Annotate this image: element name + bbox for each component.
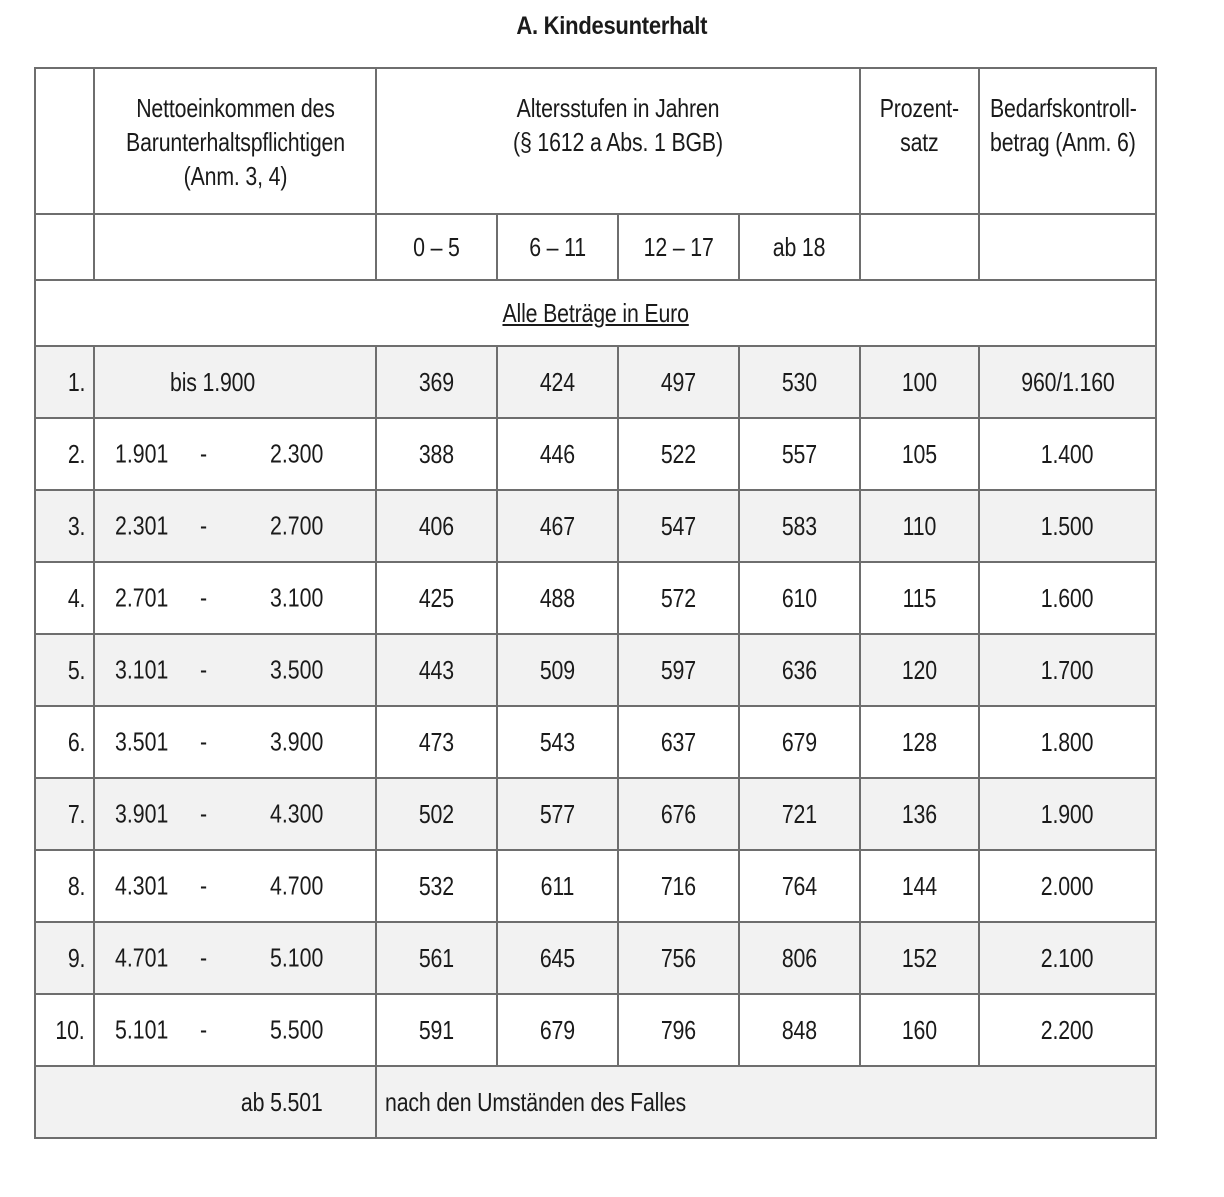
amount-0-5: 406 bbox=[418, 510, 455, 541]
empty-cell bbox=[860, 214, 979, 280]
income-to: 3.900 bbox=[270, 726, 324, 757]
amount-cell bbox=[618, 562, 739, 634]
header-percent-line: satz bbox=[900, 127, 939, 157]
percent-cell bbox=[860, 994, 979, 1066]
percent-value: 160 bbox=[901, 1014, 938, 1045]
header-age-line: Altersstufen in Jahren bbox=[516, 93, 720, 123]
amount-cell bbox=[618, 922, 739, 994]
amount-6-11: 446 bbox=[539, 438, 576, 469]
empty-cell bbox=[979, 214, 1156, 280]
amount-12-17: 597 bbox=[660, 654, 697, 685]
percent-cell bbox=[860, 706, 979, 778]
amount-0-5: 369 bbox=[418, 366, 455, 397]
control-amount-value: 2.000 bbox=[1041, 870, 1094, 901]
percent-cell bbox=[860, 562, 979, 634]
percent-value: 120 bbox=[901, 654, 938, 685]
table-row bbox=[35, 562, 1156, 634]
amount-6-11: 467 bbox=[539, 510, 576, 541]
amount-12-17: 572 bbox=[660, 582, 697, 613]
amount-cell bbox=[376, 922, 497, 994]
control-amount-value: 960/1.160 bbox=[1020, 366, 1115, 397]
amount-12-17: 676 bbox=[660, 798, 697, 829]
amount-cell bbox=[497, 778, 618, 850]
amount-cell bbox=[376, 562, 497, 634]
amount-cell bbox=[618, 994, 739, 1066]
control-amount-value: 1.500 bbox=[1041, 510, 1094, 541]
row-number-text: 7. bbox=[67, 798, 85, 829]
amount-cell bbox=[376, 418, 497, 490]
income-range bbox=[94, 850, 376, 922]
amount-cell bbox=[497, 922, 618, 994]
empty-cell bbox=[35, 214, 94, 280]
control-amount-value: 1.600 bbox=[1041, 582, 1094, 613]
amount-12-17: 497 bbox=[660, 366, 697, 397]
amount-6-11: 679 bbox=[539, 1014, 576, 1045]
percent-value: 115 bbox=[902, 582, 937, 613]
amount-ab-18: 764 bbox=[781, 870, 818, 901]
amount-cell bbox=[739, 490, 860, 562]
control-amount-cell bbox=[979, 562, 1156, 634]
amount-ab-18: 583 bbox=[781, 510, 818, 541]
amount-cell bbox=[497, 490, 618, 562]
income-to: 2.300 bbox=[270, 438, 324, 469]
control-amount-value: 1.800 bbox=[1041, 726, 1094, 757]
income-to: 5.100 bbox=[270, 942, 324, 973]
range-separator: - bbox=[200, 1014, 208, 1045]
income-from: 1.901 bbox=[115, 438, 169, 469]
income-range bbox=[94, 706, 376, 778]
range-separator: - bbox=[200, 798, 208, 829]
percent-value: 105 bbox=[901, 438, 938, 469]
age-group-label: ab 18 bbox=[773, 231, 826, 262]
control-amount-value: 2.200 bbox=[1041, 1014, 1094, 1045]
header-percent-line: Prozent- bbox=[879, 93, 960, 123]
amount-cell bbox=[376, 634, 497, 706]
control-amount-cell bbox=[979, 634, 1156, 706]
percent-value: 144 bbox=[901, 870, 938, 901]
footer-income-text: ab 5.501 bbox=[241, 1086, 323, 1117]
percent-value: 128 bbox=[901, 726, 938, 757]
percent-cell bbox=[860, 490, 979, 562]
amount-0-5: 591 bbox=[418, 1014, 455, 1045]
table-row bbox=[35, 634, 1156, 706]
footer-row bbox=[35, 1066, 1156, 1138]
amount-ab-18: 848 bbox=[781, 1014, 818, 1045]
amount-cell bbox=[376, 994, 497, 1066]
control-amount-cell bbox=[979, 778, 1156, 850]
amount-12-17: 522 bbox=[660, 438, 697, 469]
amount-ab-18: 557 bbox=[781, 438, 818, 469]
header-percent bbox=[860, 68, 979, 214]
row-number-text: 6. bbox=[67, 726, 85, 757]
income-to: 5.500 bbox=[270, 1014, 324, 1045]
table-row bbox=[35, 490, 1156, 562]
amount-cell bbox=[618, 418, 739, 490]
range-separator: - bbox=[200, 942, 208, 973]
control-amount-value: 1.700 bbox=[1041, 654, 1094, 685]
age-group-cell bbox=[739, 214, 860, 280]
income-from: 4.701 bbox=[115, 942, 169, 973]
income-label: bis 1.900 bbox=[170, 366, 256, 397]
amount-cell bbox=[739, 778, 860, 850]
amount-cell bbox=[497, 418, 618, 490]
amount-cell bbox=[618, 346, 739, 418]
header-control-line: Bedarfskontroll- bbox=[990, 93, 1137, 123]
amount-0-5: 425 bbox=[418, 582, 455, 613]
amount-ab-18: 806 bbox=[781, 942, 818, 973]
row-number bbox=[35, 922, 94, 994]
amount-cell bbox=[497, 994, 618, 1066]
row-number bbox=[35, 850, 94, 922]
row-number-text: 10. bbox=[55, 1014, 85, 1045]
control-amount-cell bbox=[979, 490, 1156, 562]
amount-cell bbox=[497, 634, 618, 706]
page-title: A. Kindesunterhalt bbox=[516, 12, 708, 40]
table-row bbox=[35, 778, 1156, 850]
income-from: 3.901 bbox=[115, 798, 169, 829]
control-amount-cell bbox=[979, 994, 1156, 1066]
header-row bbox=[35, 68, 1156, 214]
header-income-line: Barunterhaltspflichtigen bbox=[125, 127, 345, 157]
amount-0-5: 502 bbox=[418, 798, 455, 829]
income-to: 3.100 bbox=[270, 582, 324, 613]
amount-ab-18: 636 bbox=[781, 654, 818, 685]
row-number bbox=[35, 490, 94, 562]
footer-text: nach den Umständen des Falles bbox=[385, 1086, 687, 1117]
amount-cell bbox=[739, 634, 860, 706]
control-amount-cell bbox=[979, 418, 1156, 490]
income-from: 2.301 bbox=[115, 510, 169, 541]
percent-cell bbox=[860, 418, 979, 490]
amount-cell bbox=[739, 922, 860, 994]
amount-cell bbox=[376, 490, 497, 562]
age-group-row bbox=[35, 214, 1156, 280]
row-number bbox=[35, 346, 94, 418]
amount-6-11: 543 bbox=[539, 726, 576, 757]
row-number-text: 1. bbox=[67, 366, 85, 397]
row-number bbox=[35, 562, 94, 634]
percent-value: 110 bbox=[902, 510, 937, 541]
income-range bbox=[94, 490, 376, 562]
child-support-table bbox=[34, 67, 1157, 1139]
income-range bbox=[94, 346, 376, 418]
income-from: 3.501 bbox=[115, 726, 169, 757]
amount-12-17: 547 bbox=[660, 510, 697, 541]
amount-cell bbox=[497, 346, 618, 418]
control-amount-value: 1.900 bbox=[1041, 798, 1094, 829]
table-row bbox=[35, 418, 1156, 490]
income-range bbox=[94, 418, 376, 490]
row-number bbox=[35, 418, 94, 490]
table-row bbox=[35, 346, 1156, 418]
row-number-text: 2. bbox=[67, 438, 85, 469]
range-separator: - bbox=[200, 582, 208, 613]
percent-cell bbox=[860, 634, 979, 706]
range-separator: - bbox=[200, 438, 208, 469]
income-range bbox=[94, 562, 376, 634]
income-range bbox=[94, 778, 376, 850]
amount-12-17: 716 bbox=[660, 870, 697, 901]
amount-cell bbox=[376, 346, 497, 418]
currency-note bbox=[35, 280, 1156, 346]
table-row bbox=[35, 850, 1156, 922]
amount-0-5: 473 bbox=[418, 726, 455, 757]
amount-12-17: 637 bbox=[660, 726, 697, 757]
percent-cell bbox=[860, 922, 979, 994]
income-range bbox=[94, 994, 376, 1066]
control-amount-value: 2.100 bbox=[1041, 942, 1094, 973]
range-separator: - bbox=[200, 510, 208, 541]
amount-cell bbox=[376, 778, 497, 850]
age-group-cell bbox=[497, 214, 618, 280]
empty-cell bbox=[94, 214, 376, 280]
range-separator: - bbox=[200, 726, 208, 757]
amount-cell bbox=[739, 850, 860, 922]
amount-12-17: 796 bbox=[660, 1014, 697, 1045]
row-number-text: 5. bbox=[67, 654, 85, 685]
amount-cell bbox=[497, 562, 618, 634]
percent-cell bbox=[860, 346, 979, 418]
amount-cell bbox=[497, 706, 618, 778]
row-number-text: 9. bbox=[67, 942, 85, 973]
amount-12-17: 756 bbox=[660, 942, 697, 973]
income-from: 2.701 bbox=[115, 582, 169, 613]
footer-text-cell bbox=[376, 1066, 1156, 1138]
header-control-line: betrag (Anm. 6) bbox=[990, 127, 1136, 157]
amount-0-5: 532 bbox=[418, 870, 455, 901]
amount-6-11: 509 bbox=[539, 654, 576, 685]
income-range bbox=[94, 634, 376, 706]
amount-0-5: 561 bbox=[418, 942, 455, 973]
range-separator: - bbox=[200, 654, 208, 685]
control-amount-cell bbox=[979, 346, 1156, 418]
age-group-cell bbox=[618, 214, 739, 280]
amount-cell bbox=[618, 490, 739, 562]
footer-income bbox=[35, 1066, 376, 1138]
income-range bbox=[94, 922, 376, 994]
income-from: 3.101 bbox=[115, 654, 169, 685]
income-from: 5.101 bbox=[115, 1014, 169, 1045]
header-nr-cell bbox=[35, 68, 94, 214]
table-row bbox=[35, 706, 1156, 778]
amount-cell bbox=[618, 706, 739, 778]
row-number bbox=[35, 994, 94, 1066]
percent-cell bbox=[860, 778, 979, 850]
amount-ab-18: 610 bbox=[781, 582, 818, 613]
amount-cell bbox=[739, 706, 860, 778]
amount-ab-18: 721 bbox=[781, 798, 818, 829]
income-to: 3.500 bbox=[270, 654, 324, 685]
header-age-groups bbox=[376, 68, 860, 214]
header-income bbox=[94, 68, 376, 214]
control-amount-cell bbox=[979, 850, 1156, 922]
amount-cell bbox=[618, 634, 739, 706]
age-group-label: 0 – 5 bbox=[413, 231, 460, 262]
row-number-text: 3. bbox=[67, 510, 85, 541]
row-number bbox=[35, 778, 94, 850]
amount-cell bbox=[497, 850, 618, 922]
amount-6-11: 577 bbox=[539, 798, 576, 829]
amount-0-5: 388 bbox=[418, 438, 455, 469]
currency-note-text: Alle Beträge in Euro bbox=[502, 297, 689, 328]
amount-cell bbox=[618, 850, 739, 922]
amount-6-11: 488 bbox=[539, 582, 576, 613]
range-separator: - bbox=[200, 870, 208, 901]
income-to: 2.700 bbox=[270, 510, 324, 541]
percent-value: 100 bbox=[901, 366, 938, 397]
table-row bbox=[35, 922, 1156, 994]
amount-6-11: 424 bbox=[539, 366, 576, 397]
amount-ab-18: 530 bbox=[781, 366, 818, 397]
age-group-label: 6 – 11 bbox=[529, 231, 586, 262]
table-row bbox=[35, 994, 1156, 1066]
percent-cell bbox=[860, 850, 979, 922]
age-group-cell bbox=[376, 214, 497, 280]
income-from: 4.301 bbox=[115, 870, 169, 901]
amount-6-11: 611 bbox=[540, 870, 575, 901]
amount-cell bbox=[739, 994, 860, 1066]
currency-note-row bbox=[35, 280, 1156, 346]
amount-6-11: 645 bbox=[539, 942, 576, 973]
percent-value: 152 bbox=[901, 942, 938, 973]
control-amount-cell bbox=[979, 706, 1156, 778]
header-income-line: (Anm. 3, 4) bbox=[183, 161, 287, 191]
row-number-text: 8. bbox=[67, 870, 85, 901]
amount-cell bbox=[376, 850, 497, 922]
percent-value: 136 bbox=[901, 798, 938, 829]
age-group-label: 12 – 17 bbox=[643, 231, 714, 262]
amount-cell bbox=[739, 562, 860, 634]
income-to: 4.300 bbox=[270, 798, 324, 829]
header-income-line: Nettoeinkommen des bbox=[135, 93, 335, 123]
amount-0-5: 443 bbox=[418, 654, 455, 685]
row-number-text: 4. bbox=[67, 582, 85, 613]
control-amount-cell bbox=[979, 922, 1156, 994]
header-control-amount bbox=[979, 68, 1156, 214]
header-age-line: (§ 1612 a Abs. 1 BGB) bbox=[513, 127, 723, 157]
income-to: 4.700 bbox=[270, 870, 324, 901]
row-number bbox=[35, 706, 94, 778]
control-amount-value: 1.400 bbox=[1041, 438, 1094, 469]
amount-cell bbox=[739, 346, 860, 418]
amount-cell bbox=[739, 418, 860, 490]
amount-cell bbox=[376, 706, 497, 778]
amount-ab-18: 679 bbox=[781, 726, 818, 757]
row-number bbox=[35, 634, 94, 706]
amount-cell bbox=[618, 778, 739, 850]
